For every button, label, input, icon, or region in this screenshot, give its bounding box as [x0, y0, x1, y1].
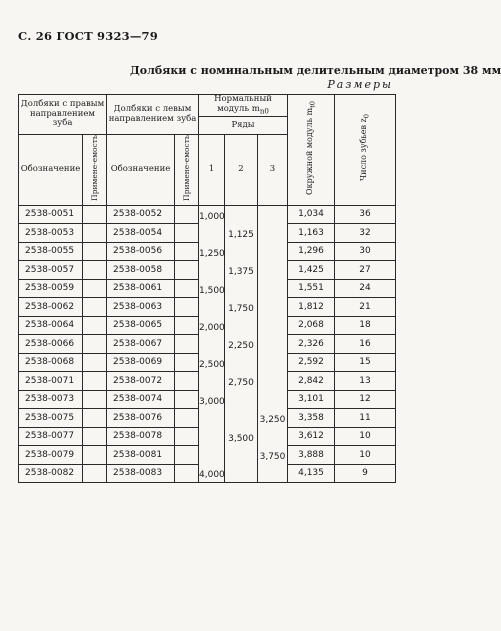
cell-teeth-count: 15 [335, 353, 396, 372]
cell-pitch-module: 4,135 [288, 464, 335, 483]
cell-module-row-1: 1,500 [199, 279, 225, 298]
cell-module-row-3 [258, 316, 288, 335]
cell-applicability-right [83, 261, 107, 280]
header-pitch-module-sub: t0 [308, 100, 317, 108]
cell-designation-right: 2538-0068 [19, 353, 83, 372]
cell-module-row-2 [225, 464, 258, 483]
cell-module-row-3 [258, 242, 288, 261]
table-title: Долбяки с номинальным делительным диаметром 38 мм [130, 64, 501, 77]
cell-module-row-2: 2,250 [225, 335, 258, 354]
cell-module-row-3: 3,750 [258, 446, 288, 465]
cell-pitch-module: 2,326 [288, 335, 335, 354]
table-row [19, 390, 396, 409]
cell-designation-left: 2538-0076 [107, 409, 175, 428]
cell-pitch-module: 1,425 [288, 261, 335, 280]
cell-applicability-left [175, 372, 199, 391]
header-normal-module-sub: n0 [259, 106, 269, 116]
cell-applicability-left [175, 298, 199, 317]
cell-designation-left: 2538-0058 [107, 261, 175, 280]
cell-teeth-count: 27 [335, 261, 396, 280]
cell-designation-right: 2538-0075 [19, 409, 83, 428]
cell-module-row-2 [225, 390, 258, 409]
cell-module-row-2: 1,125 [225, 224, 258, 243]
table-row [19, 409, 396, 428]
cell-applicability-right [83, 464, 107, 483]
cell-designation-left: 2538-0081 [107, 446, 175, 465]
cell-module-row-2: 1,375 [225, 261, 258, 280]
cell-applicability-left [175, 446, 199, 465]
cell-module-row-1: 4,000 [199, 464, 225, 483]
cell-designation-left: 2538-0078 [107, 427, 175, 446]
cell-applicability-left [175, 353, 199, 372]
cell-designation-right: 2538-0066 [19, 335, 83, 354]
cell-module-row-1: 1,000 [199, 205, 225, 224]
cell-module-row-1 [199, 224, 225, 243]
cell-designation-left: 2538-0061 [107, 279, 175, 298]
cell-pitch-module: 2,068 [288, 316, 335, 335]
cell-pitch-module: 1,296 [288, 242, 335, 261]
cell-pitch-module: 2,592 [288, 353, 335, 372]
cell-module-row-3 [258, 390, 288, 409]
cell-teeth-count: 18 [335, 316, 396, 335]
cell-module-row-3: 3,250 [258, 409, 288, 428]
header-applicability-left-text: Примене-емость [181, 135, 191, 201]
cell-designation-right: 2538-0064 [19, 316, 83, 335]
cell-applicability-left [175, 427, 199, 446]
cell-pitch-module: 1,812 [288, 298, 335, 317]
cell-applicability-right [83, 427, 107, 446]
header-applicability-right [83, 135, 107, 206]
cell-applicability-left [175, 242, 199, 261]
cell-applicability-right [83, 390, 107, 409]
header-left-hand: Долбяки с левым направлением зуба [107, 95, 199, 135]
cell-applicability-right [83, 353, 107, 372]
cell-designation-right: 2538-0055 [19, 242, 83, 261]
cell-module-row-1 [199, 335, 225, 354]
cell-module-row-1 [199, 298, 225, 317]
cell-designation-right: 2538-0051 [19, 205, 83, 224]
cell-teeth-count: 24 [335, 279, 396, 298]
cell-pitch-module: 1,034 [288, 205, 335, 224]
cell-module-row-1 [199, 372, 225, 391]
cell-teeth-count: 12 [335, 390, 396, 409]
header-applicability-left [175, 135, 199, 206]
header-row-3: 3 [258, 135, 288, 206]
cell-module-row-3 [258, 261, 288, 280]
cell-applicability-right [83, 279, 107, 298]
cell-module-row-3 [258, 353, 288, 372]
cell-module-row-2: 1,750 [225, 298, 258, 317]
cell-module-row-2: 3,500 [225, 427, 258, 446]
cell-applicability-right [83, 298, 107, 317]
table-body [19, 205, 396, 483]
cell-pitch-module: 2,842 [288, 372, 335, 391]
cell-module-row-2: 2,750 [225, 372, 258, 391]
cell-module-row-3 [258, 372, 288, 391]
table-row [19, 224, 396, 243]
cell-module-row-3 [258, 205, 288, 224]
header-applicability-right-text: Примене-емость [89, 135, 99, 201]
cell-designation-right: 2538-0057 [19, 261, 83, 280]
cell-teeth-count: 10 [335, 427, 396, 446]
cell-applicability-right [83, 316, 107, 335]
cell-module-row-2 [225, 353, 258, 372]
header-designation-left: Обозначение [107, 135, 175, 206]
cell-designation-right: 2538-0079 [19, 446, 83, 465]
cell-module-row-2 [225, 316, 258, 335]
cell-teeth-count: 13 [335, 372, 396, 391]
cell-pitch-module: 3,888 [288, 446, 335, 465]
cell-applicability-right [83, 446, 107, 465]
cell-module-row-3 [258, 224, 288, 243]
cell-designation-right: 2538-0059 [19, 279, 83, 298]
cell-module-row-1: 2,500 [199, 353, 225, 372]
header-designation-right: Обозначение [19, 135, 83, 206]
cell-module-row-2 [225, 279, 258, 298]
cell-applicability-left [175, 390, 199, 409]
cell-designation-left: 2538-0083 [107, 464, 175, 483]
header-normal-module [199, 95, 288, 117]
cell-teeth-count: 11 [335, 409, 396, 428]
cell-applicability-right [83, 372, 107, 391]
cell-module-row-2 [225, 205, 258, 224]
cell-module-row-1 [199, 409, 225, 428]
cell-module-row-2 [225, 242, 258, 261]
cell-module-row-1 [199, 427, 225, 446]
header-right-hand: Долбяки с правым направлением зуба [19, 95, 107, 135]
cell-applicability-left [175, 261, 199, 280]
header-teeth-count [335, 95, 396, 206]
cell-applicability-right [83, 335, 107, 354]
header-pitch-module [288, 95, 335, 206]
header-teeth-count-sub: 0 [362, 114, 371, 119]
cell-teeth-count: 10 [335, 446, 396, 465]
cell-teeth-count: 32 [335, 224, 396, 243]
cell-teeth-count: 16 [335, 335, 396, 354]
cell-teeth-count: 36 [335, 205, 396, 224]
cell-designation-right: 2538-0082 [19, 464, 83, 483]
table-row [19, 242, 396, 261]
cell-designation-left: 2538-0067 [107, 335, 175, 354]
cell-teeth-count: 9 [335, 464, 396, 483]
cell-applicability-left [175, 409, 199, 428]
cell-module-row-3 [258, 298, 288, 317]
table-row [19, 316, 396, 335]
table-row [19, 279, 396, 298]
header-pitch-module-text [306, 101, 317, 195]
cell-teeth-count: 21 [335, 298, 396, 317]
cell-applicability-left [175, 316, 199, 335]
table-row [19, 464, 396, 483]
cell-module-row-3 [258, 335, 288, 354]
cell-pitch-module: 1,163 [288, 224, 335, 243]
cell-applicability-left [175, 279, 199, 298]
cell-designation-right: 2538-0062 [19, 298, 83, 317]
cell-pitch-module: 3,101 [288, 390, 335, 409]
cell-designation-right: 2538-0053 [19, 224, 83, 243]
table-row [19, 446, 396, 465]
cell-pitch-module: 3,612 [288, 427, 335, 446]
table-subtitle: Размеры [327, 78, 393, 91]
cell-designation-left: 2538-0072 [107, 372, 175, 391]
header-row-2: 2 [225, 135, 258, 206]
cell-applicability-left [175, 335, 199, 354]
cell-module-row-1: 1,250 [199, 242, 225, 261]
cell-module-row-1: 2,000 [199, 316, 225, 335]
cell-applicability-right [83, 205, 107, 224]
cell-applicability-right [83, 242, 107, 261]
cell-module-row-1: 3,000 [199, 390, 225, 409]
cell-module-row-3 [258, 464, 288, 483]
cell-designation-right: 2538-0071 [19, 372, 83, 391]
cell-applicability-left [175, 224, 199, 243]
dimensions-table [18, 94, 396, 483]
cell-designation-left: 2538-0056 [107, 242, 175, 261]
cell-teeth-count: 30 [335, 242, 396, 261]
table-row [19, 205, 396, 224]
cell-designation-left: 2538-0069 [107, 353, 175, 372]
cell-designation-left: 2538-0065 [107, 316, 175, 335]
table-row [19, 335, 396, 354]
cell-designation-left: 2538-0063 [107, 298, 175, 317]
cell-applicability-right [83, 224, 107, 243]
table-row [19, 298, 396, 317]
cell-module-row-3 [258, 427, 288, 446]
header-row-1: 1 [199, 135, 225, 206]
cell-pitch-module: 3,358 [288, 409, 335, 428]
cell-designation-left: 2538-0054 [107, 224, 175, 243]
header-rows: Ряды [199, 117, 288, 135]
cell-module-row-1 [199, 446, 225, 465]
cell-applicability-left [175, 464, 199, 483]
header-teeth-count-text [360, 114, 371, 181]
header-teeth-count-label: Число зубьев z [358, 118, 368, 182]
cell-designation-left: 2538-0052 [107, 205, 175, 224]
table-row [19, 353, 396, 372]
table-row [19, 427, 396, 446]
cell-applicability-left [175, 205, 199, 224]
cell-module-row-3 [258, 279, 288, 298]
page-header: С. 26 ГОСТ 9323—79 [18, 29, 158, 43]
cell-module-row-2 [225, 446, 258, 465]
cell-module-row-1 [199, 261, 225, 280]
cell-designation-left: 2538-0074 [107, 390, 175, 409]
cell-module-row-2 [225, 409, 258, 428]
header-normal-module-label: Нормальный модуль m [214, 94, 272, 114]
table-row [19, 261, 396, 280]
header-pitch-module-label: Окружной модуль m [304, 107, 314, 195]
table-row [19, 372, 396, 391]
cell-designation-right: 2538-0077 [19, 427, 83, 446]
cell-pitch-module: 1,551 [288, 279, 335, 298]
cell-designation-right: 2538-0073 [19, 390, 83, 409]
cell-applicability-right [83, 409, 107, 428]
